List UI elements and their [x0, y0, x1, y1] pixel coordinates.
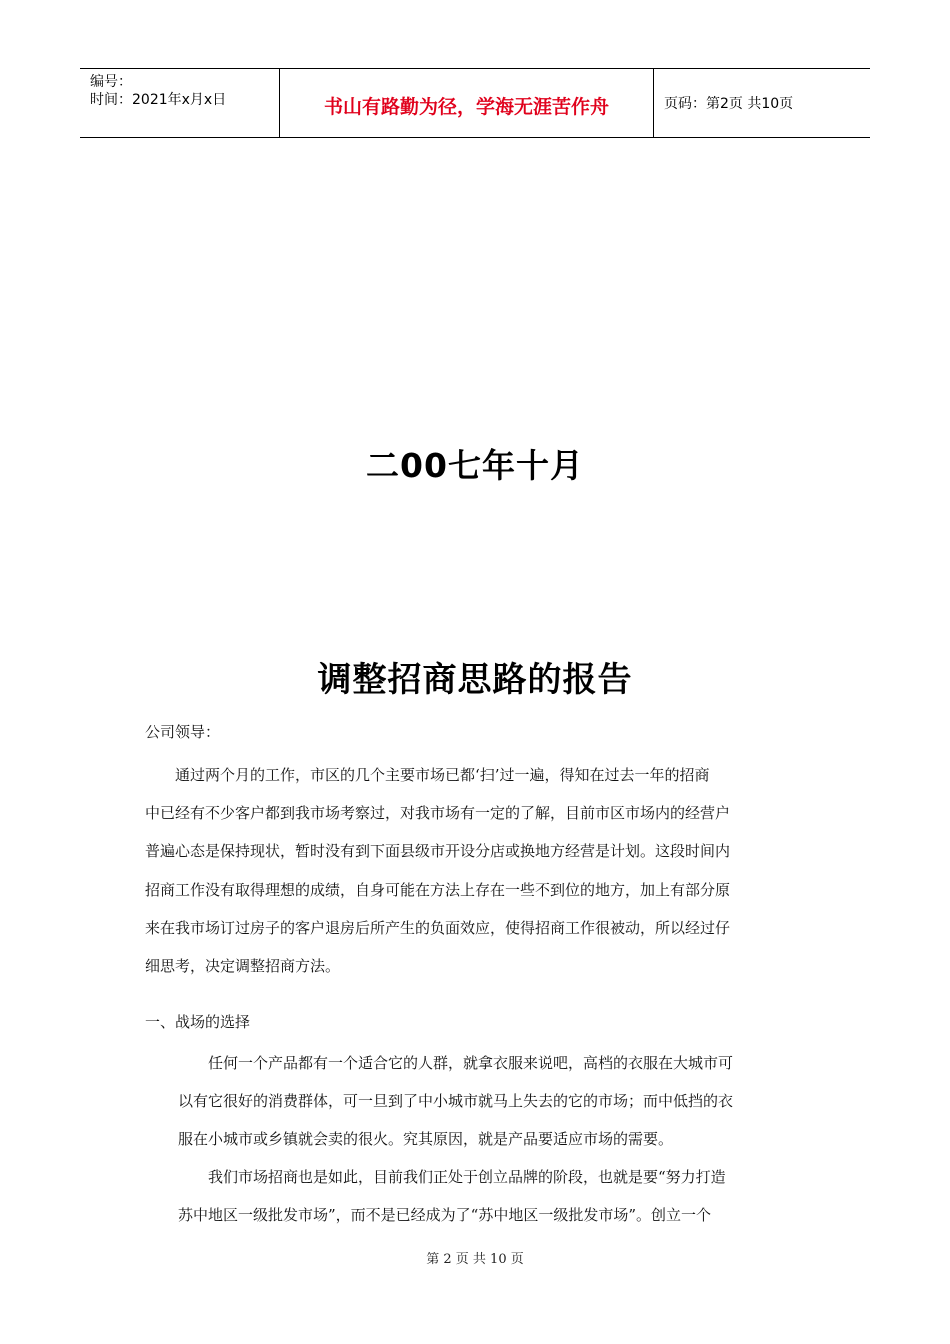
paragraph-line: 来在我市场订过房子的客户退房后所产生的负面效应，使得招商工作很被动，所以经过仔: [145, 918, 731, 937]
paragraph-line: 我们市场招商也是如此，目前我们正处于创立品牌的阶段，也就是要“努力打造: [178, 1168, 726, 1186]
number-label: 编号：: [90, 74, 132, 90]
header-motto: 书山有路勤为径，学海无涯苦作舟: [280, 69, 654, 137]
paragraph-line: 细思考，决定调整招商方法。: [145, 957, 341, 976]
document-title: 调整招商思路的报告: [317, 660, 633, 700]
section-paragraph: [178, 1044, 808, 1159]
paragraph-line: 服在小城市或乡镇就会卖的很火。究其原因，就是产品要适应市场的需要。: [178, 1130, 674, 1149]
page-footer: 第 2 页 共 10 页: [426, 1252, 524, 1267]
paragraph-line: 招商工作没有取得理想的成绩，自身可能在方法上存在一些不到位的地方，加上有部分原: [145, 880, 731, 899]
header-page-info: 页码：第2页 共10页: [664, 96, 794, 112]
intro-paragraph: [145, 756, 805, 985]
paragraph-line: 中已经有不少客户都到我市场考察过，对我市场有一定的了解，目前市区市场内的经营户: [145, 804, 731, 823]
date-label: 时间：2021年x月x日: [90, 92, 227, 108]
section-paragraph: [178, 1158, 808, 1234]
paragraph-line: 普遍心态是保持现状，暂时没有到下面县级市开设分店或换地方经营是计划。这段时间内: [145, 842, 731, 861]
paragraph-line: 以有它很好的消费群体，可一旦到了中小城市就马上失去的它的市场；而中低挡的衣: [178, 1092, 734, 1111]
date-heading: 二00七年十月: [366, 446, 584, 485]
paragraph-line: 通过两个月的工作，市区的几个主要市场已都‘扫’过一遍，得知在过去一年的招商: [145, 766, 710, 784]
paragraph-line: 苏中地区一级批发市场”，而不是已经成为了“苏中地区一级批发市场”。创立一个: [178, 1206, 712, 1225]
page-header: [80, 68, 870, 138]
header-meta-cell: [80, 69, 280, 137]
section-heading: 一、战场的选择: [145, 1013, 251, 1031]
paragraph-line: 任何一个产品都有一个适合它的人群，就拿衣服来说吧，高档的衣服在大城市可: [178, 1054, 734, 1072]
salutation: 公司领导：: [145, 723, 221, 741]
